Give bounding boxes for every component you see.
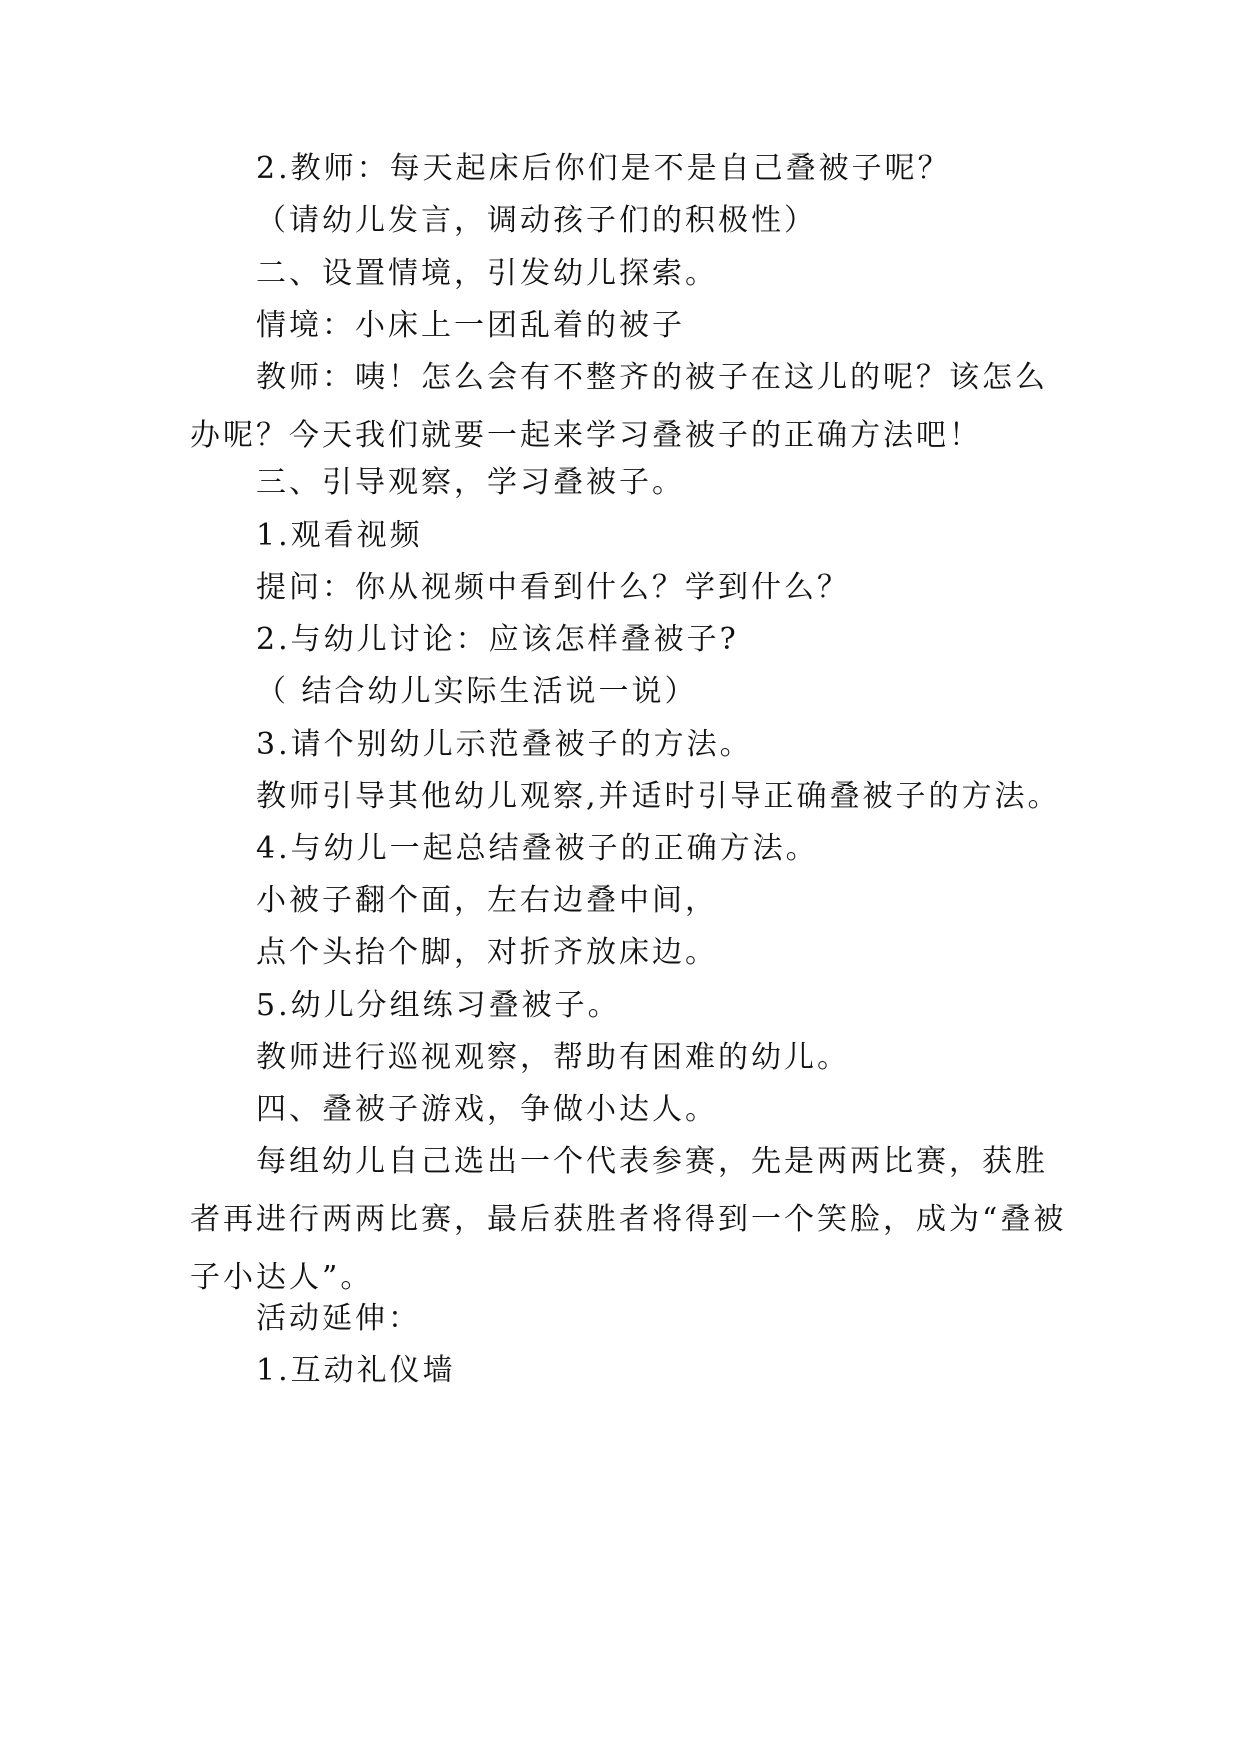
paragraph-1: 2.教师：每天起床后你们是不是自己叠被子呢？	[256, 151, 951, 186]
paragraph-16: 5.幼儿分组练习叠被子。	[256, 988, 621, 1023]
paragraph-6: 三、引导观察，学习叠被子。	[256, 465, 685, 500]
paragraph-7: 1.观看视频	[256, 518, 423, 553]
paragraph-3: 二、设置情境，引发幼儿探索。	[256, 256, 718, 291]
paragraph-5: 教师：咦！怎么会有不整齐的被子在这儿的呢？该怎么办呢？今天我们就要一起来学习叠被子的正确方法吧！	[190, 360, 1048, 453]
paragraph-18: 四、叠被子游戏，争做小达人。	[256, 1092, 718, 1127]
paragraph-13: 4.与幼儿一起总结叠被子的正确方法。	[256, 831, 819, 866]
paragraph-17: 教师进行巡视观察，帮助有困难的幼儿。	[256, 1040, 850, 1075]
paragraph-11: 3.请个别幼儿示范叠被子的方法。	[256, 727, 753, 762]
paragraph-9: 2.与幼儿讨论：应该怎样叠被子?	[256, 622, 739, 657]
paragraph-20: 活动延伸：	[256, 1301, 421, 1336]
paragraph-10: （ 结合幼儿实际生活说一说）	[256, 674, 698, 709]
paragraph-12: 教师引导其他幼儿观察,并适时引导正确叠被子的方法。	[256, 779, 1061, 814]
paragraph-14: 小被子翻个面，左右边叠中间，	[256, 883, 718, 918]
paragraph-4: 情境：小床上一团乱着的被子	[256, 308, 685, 343]
paragraph-8: 提问：你从视频中看到什么？学到什么？	[256, 570, 850, 605]
paragraph-15: 点个头抬个脚，对折齐放床边。	[256, 935, 718, 970]
paragraph-19: 每组幼儿自己选出一个代表参赛，先是两两比赛，获胜者再进行两两比赛，最后获胜者将得到一个笑脸，成为“叠被子小达人”。	[190, 1144, 1067, 1295]
paragraph-2: （请幼儿发言，调动孩子们的积极性）	[256, 203, 817, 238]
paragraph-21: 1.互动礼仪墙	[256, 1353, 456, 1388]
